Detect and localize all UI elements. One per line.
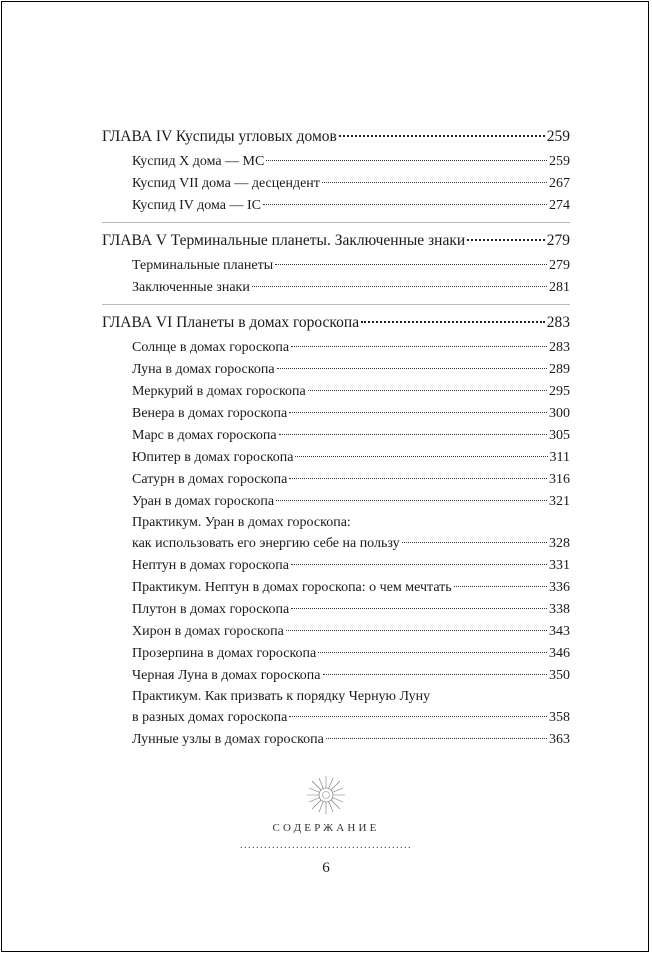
toc-entry[interactable] <box>102 599 570 621</box>
dot-leader <box>266 160 547 161</box>
chapter-title: ГЛАВА V Терминальные планеты. Заключенные знаки <box>102 232 466 249</box>
toc-entry[interactable] <box>102 469 570 491</box>
entry-title: как использовать его энергию себе на пользу <box>132 536 400 551</box>
chapter-title: ГЛАВА IV Куспиды угловых домов <box>102 128 337 145</box>
entry-title: Прозерпина в домах гороскопа <box>132 646 317 661</box>
dot-leader <box>467 239 545 241</box>
toc-chapter[interactable] <box>102 126 570 148</box>
entry-title: Черная Луна в домах гороскопа <box>132 668 321 683</box>
entry-title: Плутон в домах гороскопа <box>132 602 290 617</box>
entry-title: Луна в домах гороскопа <box>132 362 275 377</box>
toc-entry[interactable] <box>102 425 570 447</box>
entry-title: Практикум. Нептун в домах гороскопа: о чем мечтать <box>132 580 452 595</box>
dot-leader <box>318 652 547 653</box>
page-number: 363 <box>549 732 570 747</box>
toc-chapter[interactable] <box>102 230 570 252</box>
dot-leader <box>276 500 547 501</box>
entry-title: Меркурий в домах гороскопа <box>132 384 306 399</box>
chapter-title: ГЛАВА VI Планеты в домах гороскопа <box>102 314 360 331</box>
toc-entry[interactable] <box>102 665 570 687</box>
page-number: 267 <box>549 176 570 191</box>
dot-leader <box>308 390 547 391</box>
entry-title: Куспид IV дома — IС <box>132 198 261 213</box>
dot-leader <box>263 204 547 205</box>
page-number: 336 <box>549 580 570 595</box>
entry-title: Терминальные планеты <box>132 258 274 273</box>
entry-title: Нептун в домах гороскопа <box>132 558 289 573</box>
dot-leader <box>275 264 547 265</box>
section-title: СОДЕРЖАНИЕ <box>272 822 380 834</box>
sun-ornament-icon <box>0 775 652 815</box>
toc-entry-multiline[interactable] <box>102 687 570 729</box>
entry-title: Лунные узлы в домах гороскопа <box>132 732 324 747</box>
page-number: 274 <box>549 198 570 213</box>
dot-leader <box>286 630 547 631</box>
toc-entry[interactable] <box>102 381 570 403</box>
page-number: 279 <box>549 258 570 273</box>
entry-title: Куспид X дома — МС <box>132 154 265 169</box>
entry-title: Заключенные знаки <box>132 280 250 295</box>
toc-entry-multiline[interactable] <box>102 513 570 555</box>
entry-title: Сатурн в домах гороскопа <box>132 472 288 487</box>
dot-leader <box>289 412 547 413</box>
entry-title: Солнце в домах гороскопа <box>132 340 290 355</box>
dot-leader <box>289 716 547 717</box>
toc-entry[interactable] <box>102 403 570 425</box>
page-number: 279 <box>546 232 570 249</box>
page-number: 346 <box>549 646 570 661</box>
toc-entry[interactable] <box>102 555 570 577</box>
entry-title: Венера в домах гороскопа <box>132 406 288 421</box>
page-number: 321 <box>549 494 570 509</box>
section-title-dots: ........................................... <box>240 840 412 851</box>
toc-entry[interactable] <box>102 621 570 643</box>
toc-entry[interactable] <box>102 255 570 277</box>
page-number: 331 <box>549 558 570 573</box>
page-number: 300 <box>549 406 570 421</box>
dot-leader <box>295 456 547 457</box>
toc-entry[interactable] <box>102 643 570 665</box>
entry-title: Куспид VII дома — десцендент <box>132 176 320 191</box>
entry-title-line1: Практикум. Как призвать к порядку Черную Луну <box>132 689 431 704</box>
page-number: 350 <box>549 668 570 683</box>
page-number: 343 <box>549 624 570 639</box>
dot-leader <box>323 674 547 675</box>
toc-entry[interactable] <box>102 151 570 173</box>
dot-leader <box>291 346 547 347</box>
page-number: 311 <box>549 450 570 465</box>
page-number: 281 <box>549 280 570 295</box>
page-number-footer: 6 <box>322 860 330 876</box>
toc-entry[interactable] <box>102 337 570 359</box>
entry-title: Уран в домах гороскопа <box>132 494 275 509</box>
page-number: 259 <box>546 128 570 145</box>
entry-title: Юпитер в домах гороскопа <box>132 450 294 465</box>
entry-title: в разных домах гороскопа <box>132 710 288 725</box>
section-divider <box>102 304 570 305</box>
page-number: 283 <box>549 340 570 355</box>
table-of-contents <box>102 126 570 751</box>
toc-chapter[interactable] <box>102 312 570 334</box>
page-number: 289 <box>549 362 570 377</box>
dot-leader <box>322 182 547 183</box>
page-number: 338 <box>549 602 570 617</box>
toc-entry[interactable] <box>102 491 570 513</box>
section-divider <box>102 222 570 223</box>
dot-leader <box>279 434 547 435</box>
page-number: 305 <box>549 428 570 443</box>
dot-leader <box>277 368 547 369</box>
toc-entry[interactable] <box>102 447 570 469</box>
dot-leader <box>326 738 547 739</box>
toc-entry[interactable] <box>102 173 570 195</box>
toc-entry[interactable] <box>102 195 570 217</box>
dot-leader <box>339 135 545 137</box>
toc-entry[interactable] <box>102 729 570 751</box>
dot-leader <box>402 542 547 543</box>
page-number: 328 <box>549 536 570 551</box>
toc-entry[interactable] <box>102 359 570 381</box>
dot-leader <box>454 586 547 587</box>
page-number: 259 <box>549 154 570 169</box>
page-number: 316 <box>549 472 570 487</box>
entry-title: Хирон в домах гороскопа <box>132 624 284 639</box>
page-number: 283 <box>546 314 570 331</box>
page-number: 295 <box>549 384 570 399</box>
dot-leader <box>291 564 547 565</box>
entry-title-line1: Практикум. Уран в домах гороскопа: <box>132 515 351 530</box>
dot-leader <box>291 608 547 609</box>
page-number: 358 <box>549 710 570 725</box>
dot-leader <box>289 478 547 479</box>
dot-leader <box>361 321 545 323</box>
entry-title: Марс в домах гороскопа <box>132 428 277 443</box>
toc-entry[interactable] <box>102 277 570 299</box>
dot-leader <box>252 286 547 287</box>
toc-entry[interactable] <box>102 577 570 599</box>
